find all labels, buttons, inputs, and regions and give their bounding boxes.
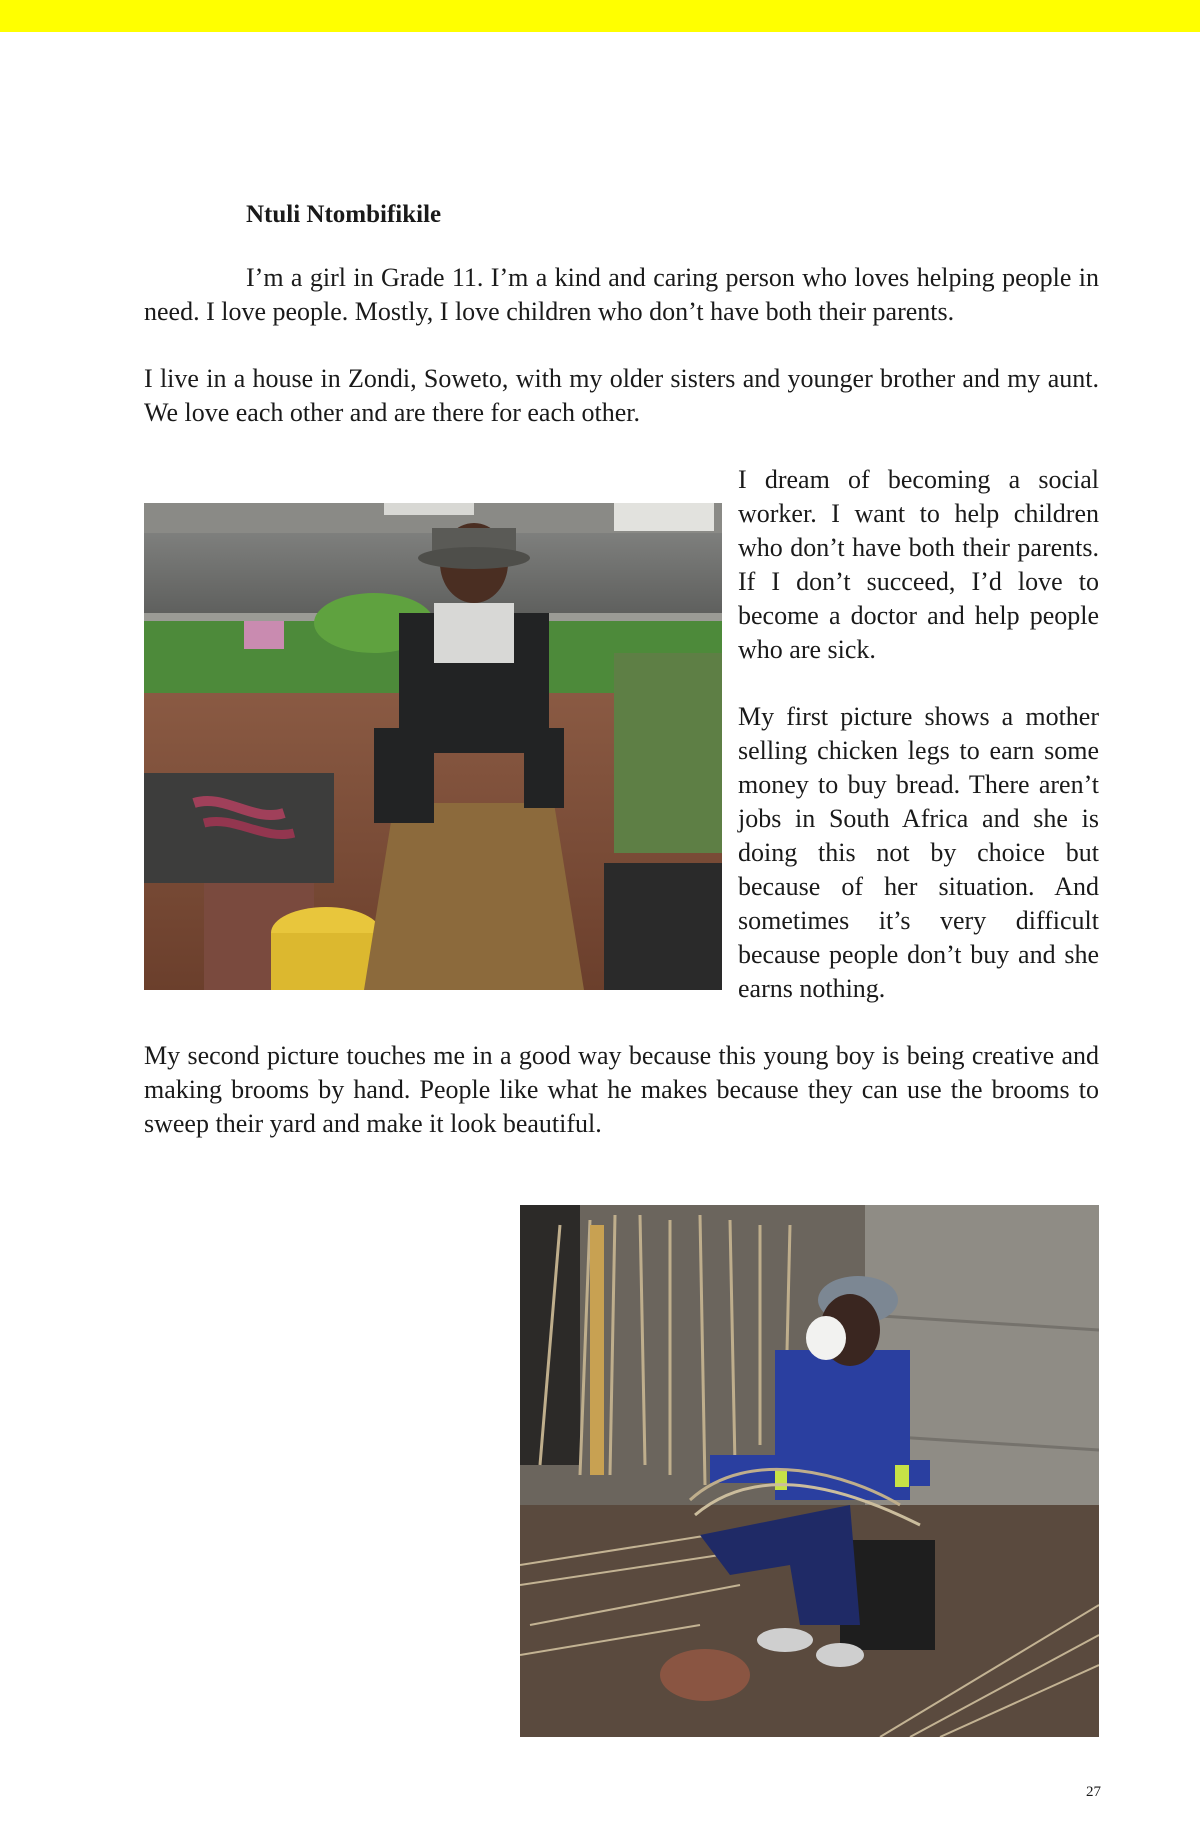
paragraph-home: I live in a house in Zondi, Soweto, with my older sisters and younger brother and my aunt. We love each other and are there for each other. [144, 364, 1099, 427]
article-title: Ntuli Ntombifikile [246, 201, 442, 228]
photo-boy-making-brooms [520, 1205, 1099, 1737]
paragraph-intro: I’m a girl in Grade 11. I’m a kind and caring person who loves helping people in need. I love people. Mostly, I love children who don’t have both their parents. [144, 263, 1099, 326]
paragraph-second-picture: My second picture touches me in a good way because this young boy is being creative and making brooms by hand. People like what he makes because they can use the brooms to sweep their yard and make it look beautiful. [144, 1041, 1099, 1138]
page-number: 27 [1086, 1784, 1101, 1800]
paragraph-first-picture: My first picture shows a mother selling chicken legs to earn some money to buy bread. There aren’t jobs in South Africa and she is doing this not by choice but because of her situation. And sometimes it’s very difficult because people don’t buy and she earns nothing. [738, 702, 1099, 1003]
photo-woman-selling-chicken [144, 503, 722, 990]
paragraph-dream: I dream of becoming a social worker. I want to help children who don’t have both their parents. If I don’t succeed, I’d love to become a doctor and help people who are sick. [738, 465, 1099, 664]
top-accent-bar [0, 0, 1200, 32]
